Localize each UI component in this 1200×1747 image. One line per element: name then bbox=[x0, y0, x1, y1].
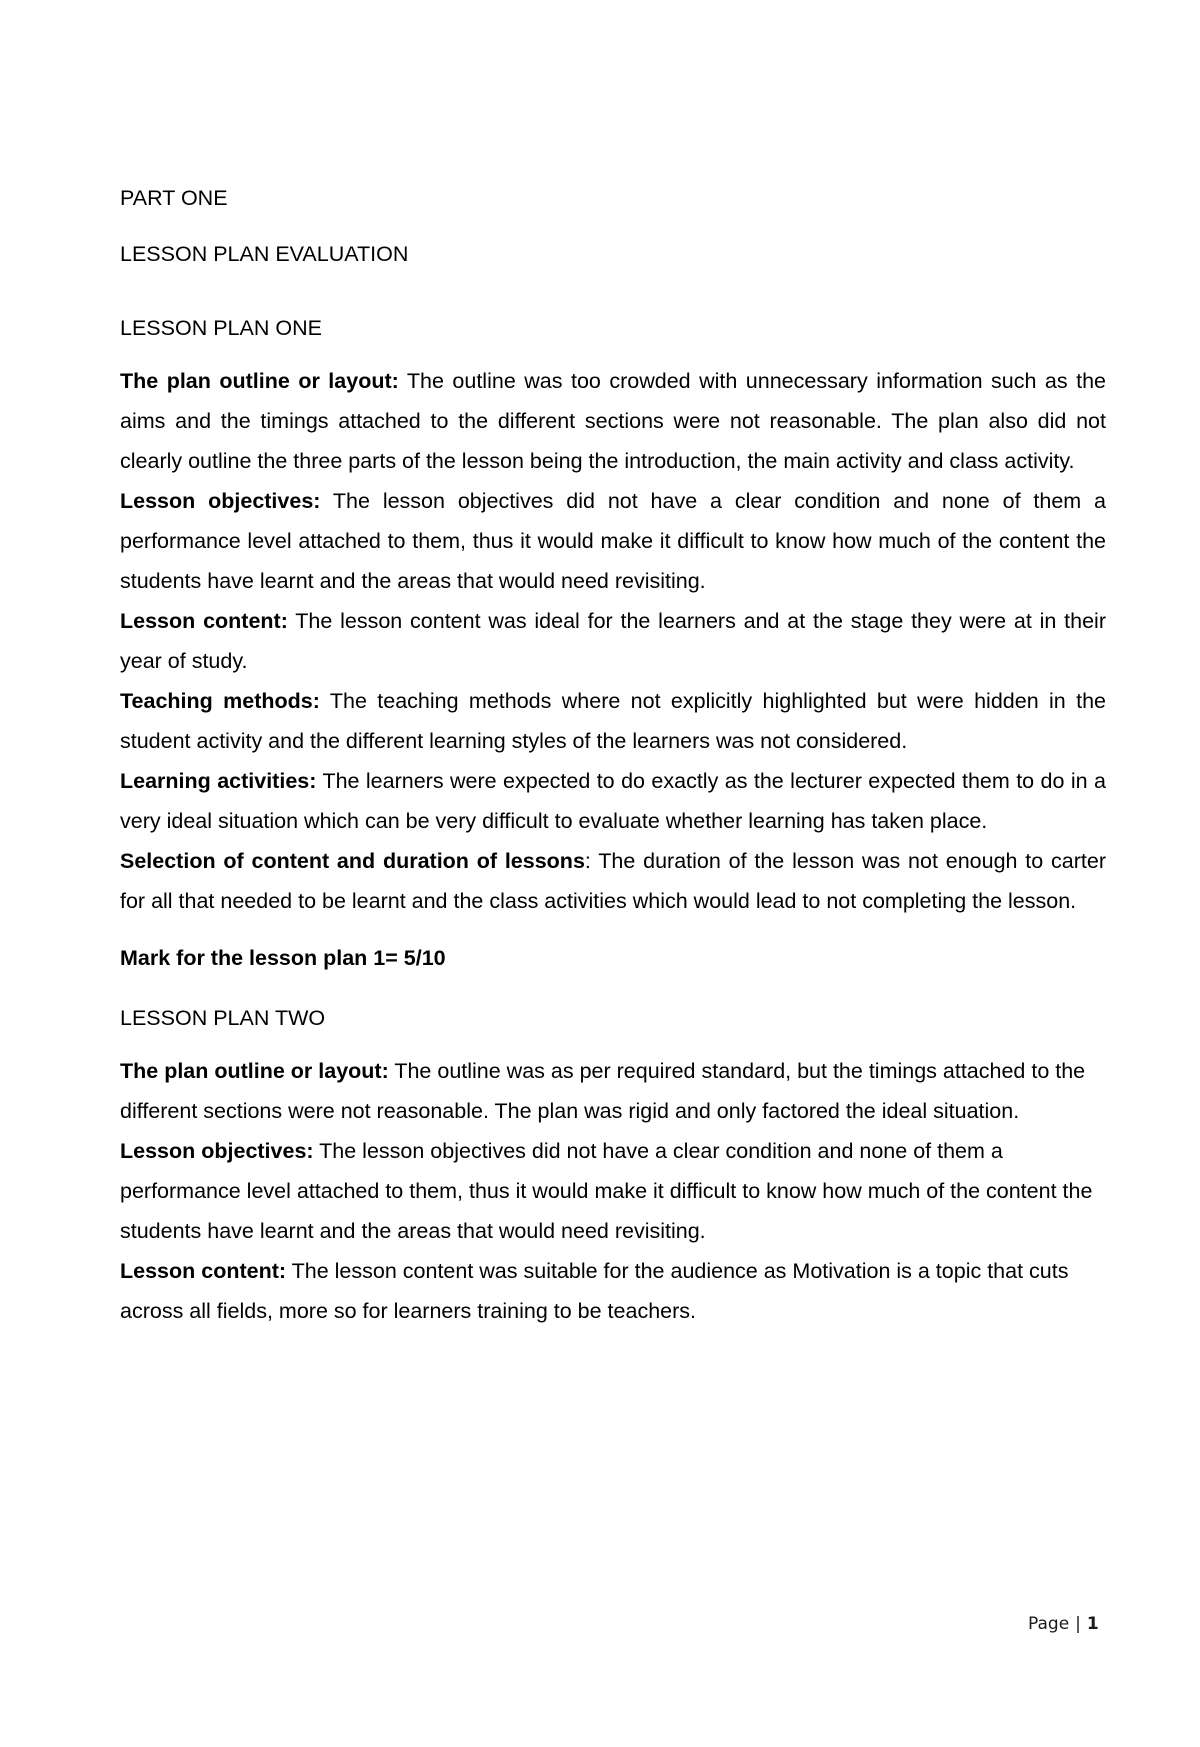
plan-one-outline-label: The plan outline or layout: bbox=[120, 369, 399, 393]
plan-one-objectives-text: The lesson objectives did not have a clear condition and none of them a performance level attached to them, thus it would make it difficult to know how much of the content the students have learnt and the areas that would need revisiting. bbox=[120, 489, 1106, 593]
section-title: LESSON PLAN EVALUATION bbox=[120, 242, 409, 266]
plan-one-content-label: Lesson content: bbox=[120, 609, 288, 633]
plan-two-content-label: Lesson content: bbox=[120, 1259, 287, 1283]
plan-one-activities bbox=[120, 761, 1106, 841]
plan-one-outline-text: The outline was too crowded with unnecessary information such as the aims and the timings attached to the different sections were not reasonable. The plan also did not clearly outline the three parts of the lesson being the introduction, the main activity and class activity. bbox=[120, 369, 1107, 473]
page-footer bbox=[1028, 1614, 1099, 1634]
plan-one-content bbox=[120, 601, 1106, 681]
plan-one-mark: Mark for the lesson plan 1= 5/10 bbox=[120, 946, 446, 970]
lesson-plan-one-title: LESSON PLAN ONE bbox=[120, 316, 322, 340]
plan-two-objectives bbox=[120, 1131, 1106, 1251]
page-label: Page bbox=[1028, 1614, 1070, 1634]
plan-one-methods-label: Teaching methods: bbox=[120, 689, 320, 713]
plan-two-objectives-text: The lesson objectives did not have a clear condition and none of them a performance level attached to them, thus it would make it difficult to know how much of the content the students have learnt and the areas that would need revisiting. bbox=[120, 1139, 1093, 1243]
plan-one-methods bbox=[120, 681, 1106, 761]
plan-one-activities-text: The learners were expected to do exactly as the lecturer expected them to do in a very ideal situation which can be very difficult to evaluate whether learning has taken place. bbox=[120, 769, 1106, 833]
lesson-plan-two-title: LESSON PLAN TWO bbox=[120, 1006, 326, 1030]
plan-one-duration bbox=[120, 841, 1106, 921]
plan-one-outline bbox=[120, 361, 1106, 481]
plan-one-objectives bbox=[120, 481, 1106, 601]
page-separator: | bbox=[1075, 1614, 1081, 1634]
plan-two-outline-label: The plan outline or layout: bbox=[120, 1059, 389, 1083]
plan-one-objectives-label: Lesson objectives: bbox=[120, 489, 321, 513]
plan-one-activities-label: Learning activities: bbox=[120, 769, 317, 793]
plan-one-duration-label: Selection of content and duration of lessons bbox=[120, 849, 585, 873]
plan-two-outline-text: The outline was as per required standard, but the timings attached to the different sections were not reasonable. The plan was rigid and only factored the ideal situation. bbox=[120, 1059, 1086, 1123]
plan-two-objectives-label: Lesson objectives: bbox=[120, 1139, 314, 1163]
plan-one-content-text: The lesson content was ideal for the learners and at the stage they were at in their year of study. bbox=[120, 609, 1106, 673]
document-body bbox=[120, 183, 1106, 1331]
plan-one-methods-text: The teaching methods where not explicitly highlighted but were hidden in the student activity and the different learning styles of the learners was not considered. bbox=[120, 689, 1106, 753]
page-number: 1 bbox=[1086, 1614, 1099, 1634]
plan-one-duration-text: : The duration of the lesson was not enough to carter for all that needed to be learnt and the class activities which would lead to not completing the lesson. bbox=[120, 849, 1106, 913]
part-title: PART ONE bbox=[120, 186, 228, 210]
plan-two-content-text: The lesson content was suitable for the audience as Motivation is a topic that cuts across all fields, more so for learners training to be teachers. bbox=[120, 1259, 1069, 1323]
plan-two-content bbox=[120, 1251, 1106, 1331]
plan-two-outline bbox=[120, 1051, 1106, 1131]
